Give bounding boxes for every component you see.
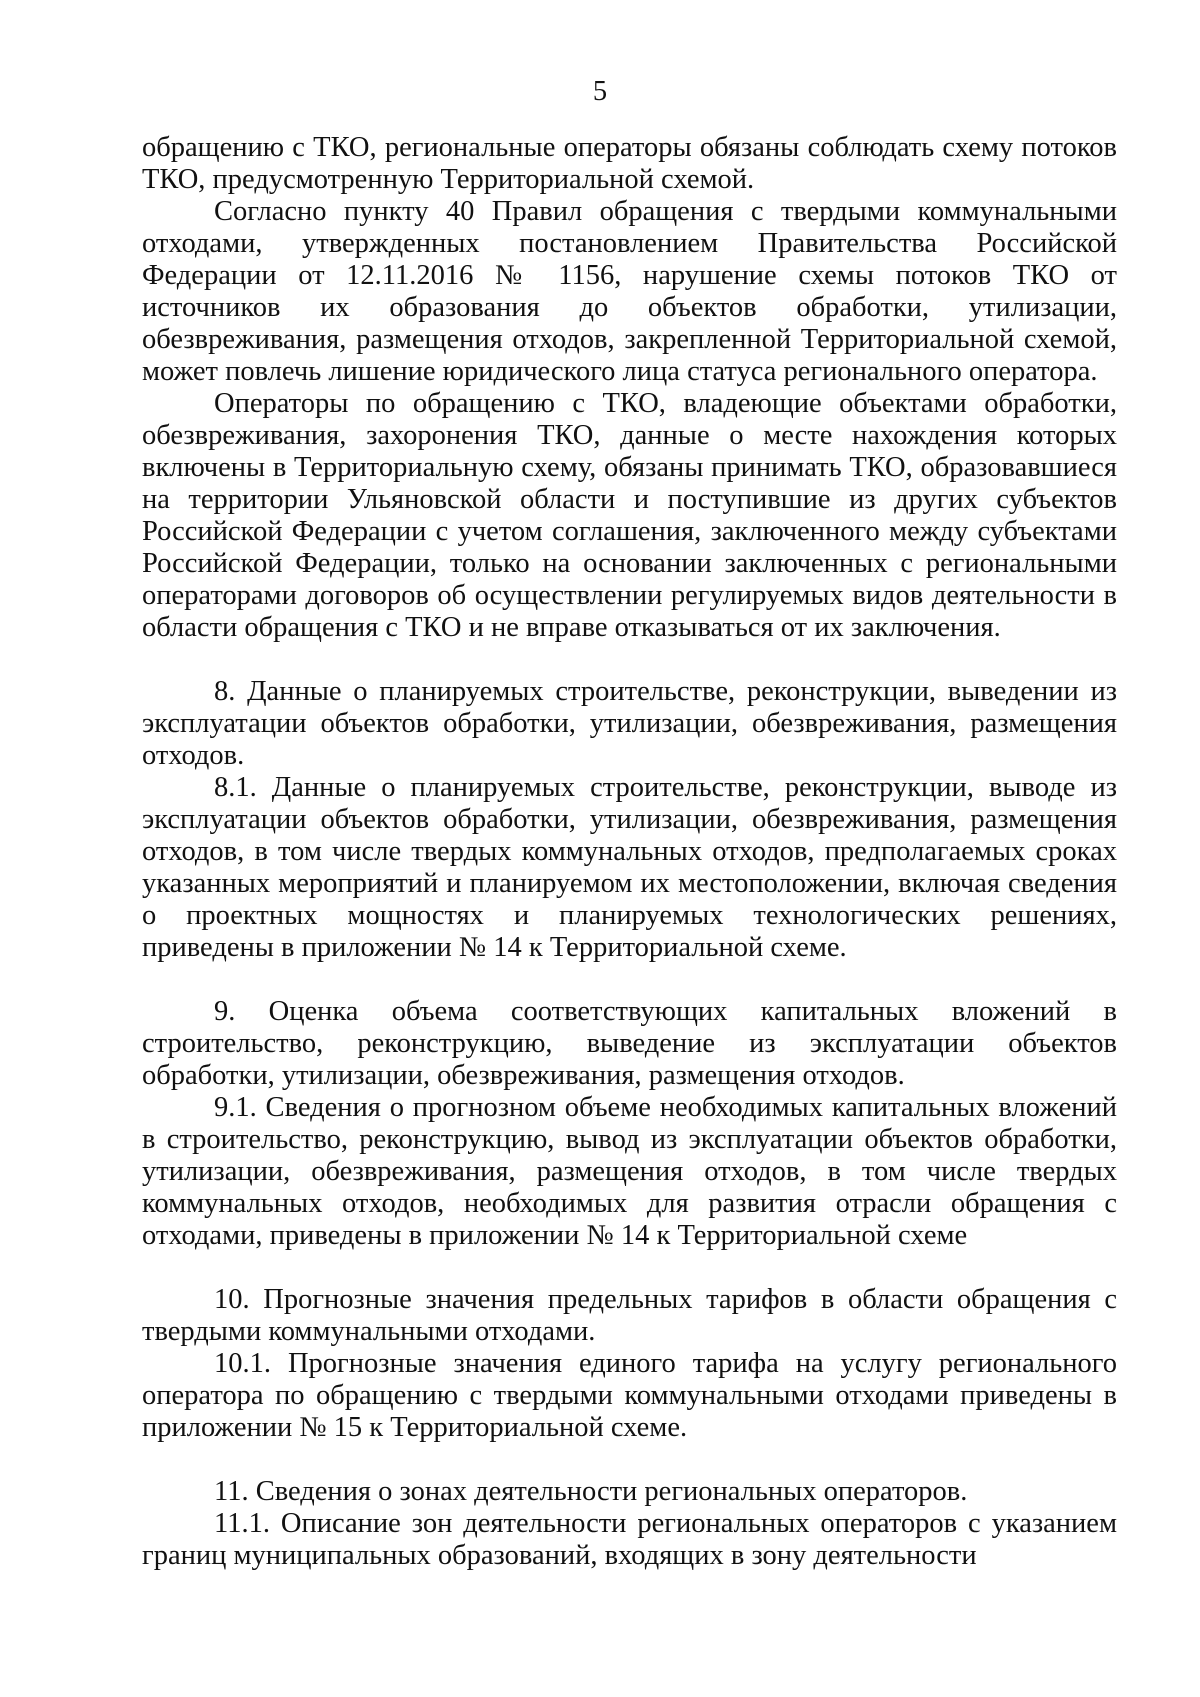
paragraph-operators: Операторы по обращению с ТКО, владеющие объектами обработки, обезвреживания, захоронения ТКО, данные о месте нахождения которых включены в Территориальную схему, обязаны принимать ТКО, образовавшиеся на территории Ульяновской области и поступившие из других субъектов Российской Федерации с учетом соглашения, заключенного между субъектами Российской Федерации, только на основании заключенных с региональными операторами договоров об осуществлении регулируемых видов деятельности в области обращения с ТКО и не вправе отказываться от их заключения. <box>142 388 1117 643</box>
document-body <box>142 132 1117 1572</box>
section-11-1-text: 11.1. Описание зон деятельности региональных операторов с указанием границ муниципальных образований, входящих в зону деятельности <box>142 1508 1117 1571</box>
section-10-heading: 10. Прогнозные значения предельных тарифов в области обращения с твердыми коммунальными отходами. <box>142 1284 1117 1347</box>
section-8-1-text: 8.1. Данные о планируемых строительстве, реконструкции, выводе из эксплуатации объектов обработки, утилизации, обезвреживания, размещения отходов, в том числе твердых коммунальных отходов, предполагаемых сроках указанных мероприятий и планируемом их местоположении, включая сведения о проектных мощностях и планируемых технологических решениях, приведены в приложении № 14 к Территориальной схеме. <box>142 772 1117 963</box>
paragraph-continuation: обращению с ТКО, региональные операторы обязаны соблюдать схему потоков ТКО, предусмотренную Территориальной схемой. <box>142 132 1117 195</box>
section-10-1-text: 10.1. Прогнозные значения единого тарифа на услугу регионального оператора по обращению с твердыми коммунальными отходами приведены в приложении № 15 к Территориальной схеме. <box>142 1348 1117 1443</box>
section-spacer <box>142 1252 1117 1284</box>
section-spacer <box>142 644 1117 676</box>
section-9-heading: 9. Оценка объема соответствующих капитальных вложений в строительство, реконструкцию, выведение из эксплуатации объектов обработки, утилизации, обезвреживания, размещения отходов. <box>142 996 1117 1091</box>
section-9-1-text: 9.1. Сведения о прогнозном объеме необходимых капитальных вложений в строительство, реконструкцию, вывод из эксплуатации объектов обработки, утилизации, обезвреживания, размещения отходов, в том числе твердых коммунальных отходов, необходимых для развития отрасли обращения с отходами, приведены в приложении № 14 к Территориальной схеме <box>142 1092 1117 1251</box>
section-11-heading: 11. Сведения о зонах деятельности региональных операторов. <box>214 1476 968 1507</box>
page-number: 5 <box>592 76 608 107</box>
paragraph-rule-40: Согласно пункту 40 Правил обращения с твердыми коммунальными отходами, утвержденных постановлением Правительства Российской Федерации от 12.11.2016 № 1156, нарушение схемы потоков ТКО от источников их образования до объектов обработки, утилизации, обезвреживания, размещения отходов, закрепленной Территориальной схемой, может повлечь лишение юридического лица статуса регионального оператора. <box>142 196 1117 387</box>
section-8-heading: 8. Данные о планируемых строительстве, реконструкции, выведении из эксплуатации объектов обработки, утилизации, обезвреживания, размещения отходов. <box>142 676 1117 771</box>
section-spacer <box>142 1444 1117 1476</box>
section-spacer <box>142 964 1117 996</box>
